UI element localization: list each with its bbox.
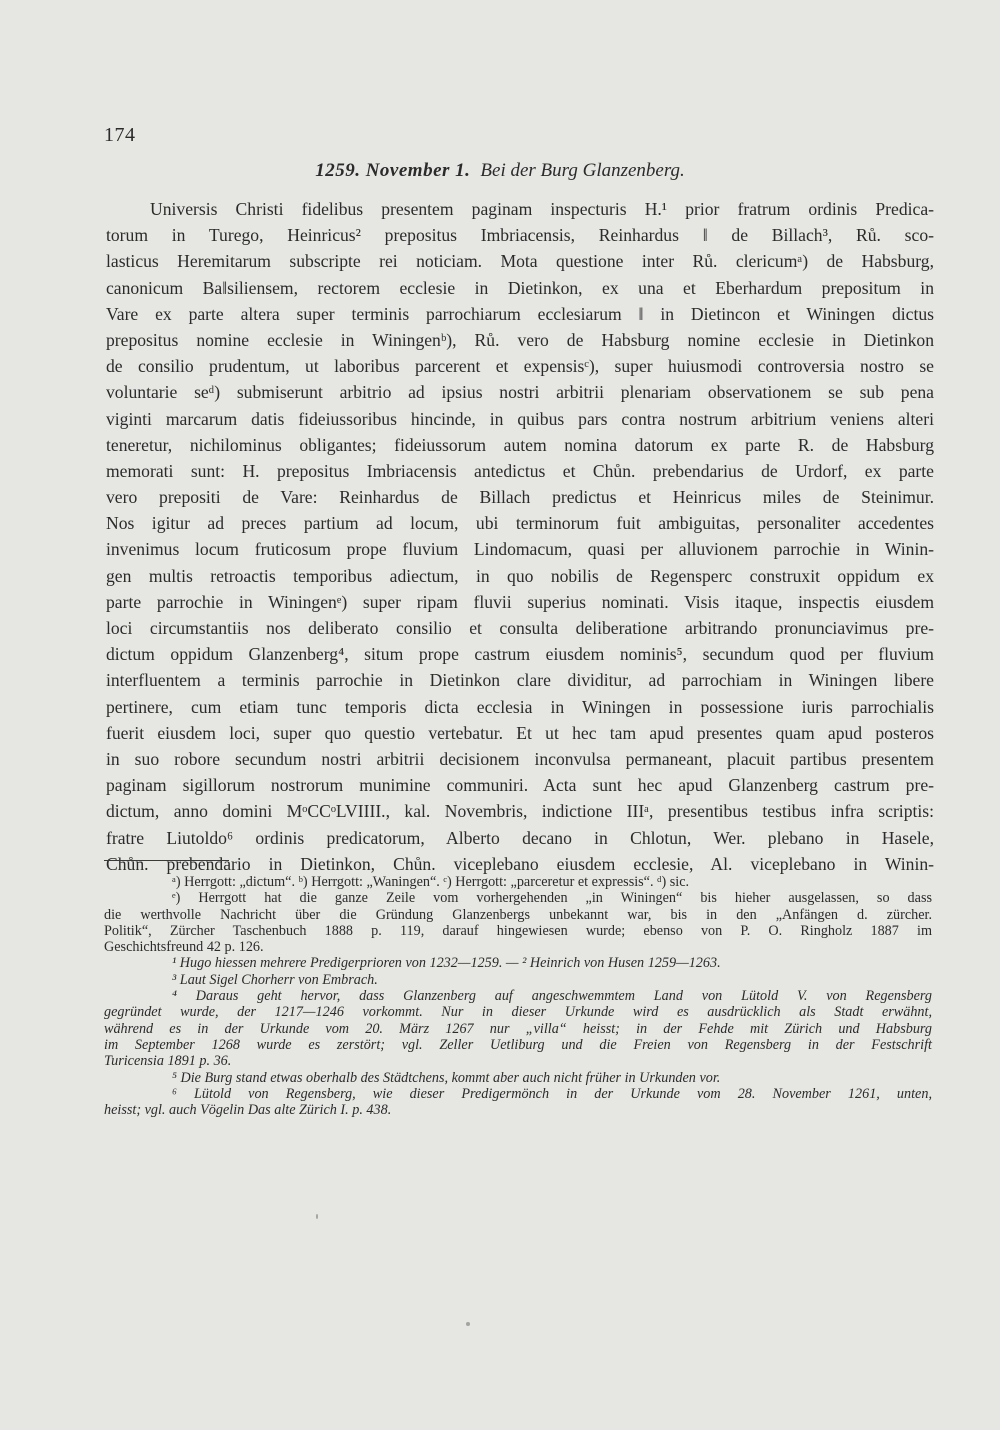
text-line: viginti marcarum datis fideiussoribus hincinde, in quibus pars contra nostrum arbitrium veniens alteri xyxy=(106,408,934,429)
text-line: fuerit eiusdem loci, super quo questio vertebatur. Et ut hec tam apud presentes quam apud posteros xyxy=(106,722,934,743)
text-line: Nos igitur ad preces partium ad locum, ubi terminorum fuit ambiguitas, personaliter accedentes xyxy=(106,513,934,534)
page-number: 174 xyxy=(104,124,136,146)
text-line: dictum oppidum Glanzenberg⁴, situm prope castrum eiusdem nominis⁵, secundum quod per fluvium xyxy=(106,644,934,665)
ink-speck xyxy=(316,1214,318,1219)
text-line: invenimus locum fruticosum prope fluvium Lindomacum, quasi per alluvionem parrochie in Winin- xyxy=(106,539,934,560)
text-line: torum in Turego, Heinricus² prepositus Imbriacensis, Reinhardus ‖ de Billach³, Rů. sco- xyxy=(106,225,934,246)
text-line: memorati sunt: H. prepositus Imbriacensis antedictus et Chůn. prebendarius de Urdorf, ex parte xyxy=(106,460,934,481)
footnote-line: ᵃ) Herrgott: „dictum“. ᵇ) Herrgott: „Waningen“. ᶜ) Herrgott: „parceretur et expressis“. ᵈ) sic. xyxy=(172,874,690,890)
footnote-line: während es in der Urkunde vom 20. März 1267 nur „villa“ heisst; in der Fehde mit Zürich und Habsburg xyxy=(104,1020,932,1037)
heading-place: Bei der Burg Glanzenberg. xyxy=(480,160,685,181)
footnote-line: ¹ Hugo hiessen mehrere Predigerprioren von 1232—1259. — ² Heinrich von Husen 1259—1263. xyxy=(172,955,721,972)
footnote-line: ᵉ) Herrgott hat die ganze Zeile vom vorhergehenden „in Winingen“ bis hieher ausgelassen, so dass xyxy=(172,890,932,907)
footnote-line: gegründet wurde, der 1217—1246 vorkommt. Nur in dieser Urkunde wird es ausdrücklich als Stadt erwähnt, xyxy=(104,1004,932,1021)
document-heading xyxy=(0,160,1000,182)
footnote-line: die werthvolle Nachricht über die Gründung Glanzenbergs unbekannt war, bis in den „Anfängen d. zürcher. xyxy=(104,906,932,923)
text-line: in suo robore secundum nostri arbitrii decisionem inconvulsa permaneant, placuit partibus presentem xyxy=(106,748,934,769)
text-line: lasticus Heremitarum subscripte rei noticiam. Mota questione inter Rů. clericumᵃ) de Habsburg, xyxy=(106,251,934,272)
text-line: Chůn. prebendario in Dietinkon, Chůn. viceplebano eiusdem ecclesie, Al. viceplebano in Winin- xyxy=(106,853,934,874)
text-line: parte parrochie in Winingenᵉ) super ripam fluvii superius nominati. Visis itaque, inspectis eiusdem xyxy=(106,591,934,612)
text-line: prepositus nomine ecclesie in Winingenᵇ), Rů. vero de Habsburg nomine ecclesie in Dietinkon xyxy=(106,329,934,350)
footnote-line: Politik“, Zürcher Taschenbuch 1888 p. 119, darauf hingewiesen wurde; ebenso von P. O. Ringholz 1887 im xyxy=(104,922,932,939)
footnote-line: im September 1268 wurde es zerstört; vgl. Zeller Uetliburg und die Freien von Regensberg in der Festschrift xyxy=(104,1036,932,1053)
footnote-line: ⁵ Die Burg stand etwas oberhalb des Städtchens, kommt aber auch nicht früher in Urkunden vor. xyxy=(172,1069,721,1086)
footnotes xyxy=(104,874,932,1118)
text-line: de consilio prudentum, ut laboribus parcerent et expensisᶜ), super huiusmodi controversia nostro se xyxy=(106,356,934,377)
text-line: Universis Christi fidelibus presentem paginam inspecturis H.¹ prior fratrum ordinis Predica- xyxy=(150,199,934,219)
text-line: fratre Liutoldo⁶ ordinis predicatorum, Alberto decano in Chlotun, Wer. plebano in Hasele, xyxy=(106,827,934,848)
ink-speck xyxy=(466,1322,470,1326)
charter-text xyxy=(106,196,934,877)
text-line: paginam sigillorum nostrorum munimine communiri. Acta sunt hec apud Glanzenberg castrum pre- xyxy=(106,775,934,796)
text-line: voluntarie seᵈ) submiserunt arbitrio ad ipsius nostri arbitrii plenariam observationem se sub pena xyxy=(106,382,934,403)
footnote-line: heisst; vgl. auch Vögelin Das alte Zürich I. p. 438. xyxy=(104,1102,392,1119)
text-line: canonicum Ba‖siliensem, rectorem ecclesie in Dietinkon, ex una et Eberhardum prepositum in xyxy=(106,277,934,298)
text-line: interfluentem a terminis parrochie in Dietinkon clare dividitur, ad parrochiam in Winingen libere xyxy=(106,670,934,691)
heading-date: 1259. November 1. xyxy=(315,160,471,181)
text-line: Vare ex parte altera super terminis parrochiarum ecclesiarum ‖ in Dietincon et Winingen dictus xyxy=(106,303,934,324)
footnote-line: Geschichtsfreund 42 p. 126. xyxy=(104,939,264,956)
footnote-line: ³ Laut Sigel Chorherr von Embrach. xyxy=(172,971,378,988)
text-line: teneretur, nichilominus obligantes; fideiussorum autem nomina datorum ex parte R. de Habsburg xyxy=(106,434,934,455)
text-line: gen multis retroactis temporibus adiectum, in quo nobilis de Regensperc construxit oppidum ex xyxy=(106,565,934,586)
text-line: loci circumstantiis nos deliberato consilio et consulta deliberatione arbitrando pronunciavimus pre- xyxy=(106,618,934,638)
footnote-line: ⁴ Daraus geht hervor, dass Glanzenberg auf angeschwemmtem Land von Lütold V. von Regensberg xyxy=(172,988,932,1005)
footnote-line: ⁶ Lütold von Regensberg, wie dieser Predigermönch in der Urkunde vom 28. November 1261, unten, xyxy=(172,1085,932,1102)
text-line: dictum, anno domini MᵒCCᵒLVIIII., kal. Novembris, indictione IIIᵃ, presentibus testibus infra scriptis: xyxy=(106,801,934,822)
text-line: vero prepositi de Vare: Reinhardus de Billach predictus et Heinricus miles de Steinimur. xyxy=(106,487,934,508)
footnote-line: Turicensia 1891 p. 36. xyxy=(104,1053,232,1070)
text-line: pertinere, cum etiam tunc temporis dicta ecclesia in Winingen in possessione iuris parrochialis xyxy=(106,696,934,717)
footnote-separator xyxy=(104,860,229,861)
